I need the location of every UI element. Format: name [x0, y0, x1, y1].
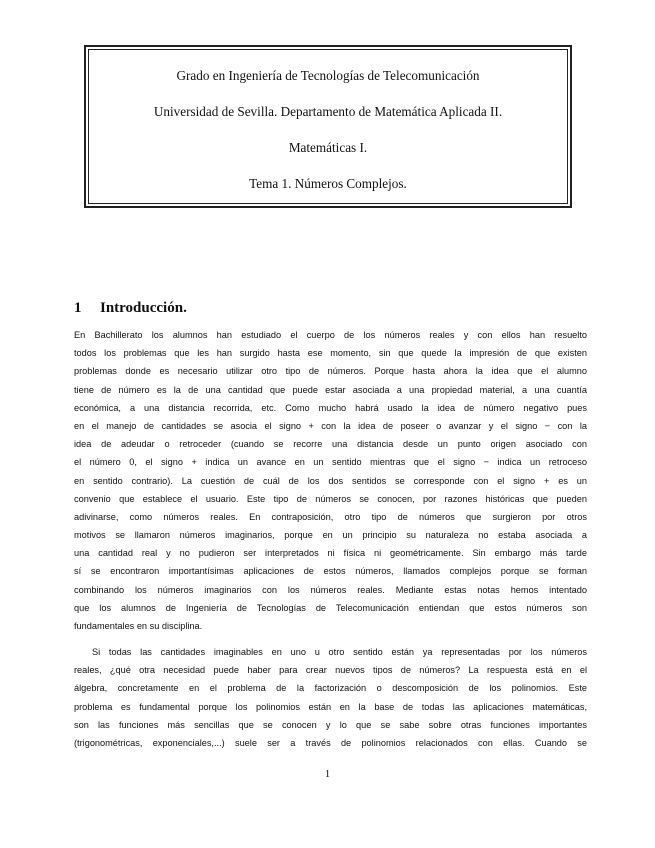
title-box: [84, 45, 572, 208]
degree-title: Grado en Ingeniería de Tecnologías de Telecomunicación: [176, 68, 480, 83]
paragraph-line: sí se encontraron importantísimas aplicaciones de estos números, llamados complejos porque se forman: [74, 566, 587, 577]
paragraph-line: el número 0, el signo + indica un avance en un sentido mientras que el signo − indica un retroceso: [74, 457, 587, 468]
paragraph-line: combinando los números imaginarios con los números reales. Mediante estas notas hemos intentado: [74, 584, 587, 595]
paragraph-line: problemas donde es necesario utilizar otro tipo de números. Porque hasta ahora la idea que el alumno: [74, 366, 587, 377]
paragraph-line: álgebra, concretamente en el problema de la factorización o descomposición de los polinomios. Este: [74, 683, 587, 694]
university-department: Universidad de Sevilla. Departamento de Matemática Aplicada II.: [153, 104, 503, 119]
section-heading: [74, 300, 187, 317]
section-title: Introducción.: [100, 300, 187, 316]
page-number: 1: [324, 768, 331, 780]
paragraph-line: convenio que establece el usuario. Este tipo de números se conocen, por razones históricas que pueden: [74, 493, 587, 504]
paragraph-line: tiene de número es la de una cantidad que puede estar asociada a una propiedad material, a una cuantía: [74, 384, 587, 395]
topic-title: Tema 1. Números Complejos.: [249, 176, 407, 191]
paragraph-line: Si todas las cantidades imaginables en uno u otro sentido están ya representadas por los números: [92, 647, 587, 657]
paragraph-line: en el manejo de cantidades se asocia el signo + con la idea de poseer o avanzar y el signo − con la: [74, 420, 587, 431]
paragraph-line: motivos se llamaron números imaginarios, porque en un principio su naturaleza no estaba asociada a: [74, 530, 587, 541]
paragraph-line: En Bachillerato los alumnos han estudiado el cuerpo de los números reales y con ellos han resuelto: [74, 330, 587, 340]
paragraph-motivation: [74, 643, 587, 752]
paragraph-line: todos los problemas que les han surgido hasta ese momento, sin que quede la impresión de que existen: [74, 348, 587, 359]
paragraph-introduction: [74, 326, 587, 635]
paragraph-line: en sentido contrario). La cuestión de cuál de los dos sentidos se corresponde con el signo + es un: [74, 475, 587, 486]
paragraph-line: económica, a una distancia recorrida, etc. Como mucho habrá usado la idea de número negativo pues: [74, 402, 587, 413]
paragraph-line: adivinarse, como números reales. En contraposición, otro tipo de números que surgieron por otros: [74, 511, 587, 522]
paragraph-line: problema es fundamental porque los polinomios están en la base de todas las aplicaciones matemáticas,: [74, 701, 587, 712]
paragraph-line: son las funciones más sencillas que se conocen y lo que se sabe sobre otras funciones importantes: [74, 719, 587, 730]
course-title: Matemáticas I.: [288, 140, 368, 155]
paragraph-line: fundamentales en su disciplina.: [74, 621, 203, 631]
paragraph-line: que los alumnos de Ingeniería de Tecnologías de Telecomunicación entiendan que estos números son: [74, 602, 587, 613]
paragraph-line: idea de adeudar o retroceder (cuando se recorre una distancia desde un punto origen asociado con: [74, 439, 587, 450]
paragraph-line: (trigonométricas, exponenciales,...) suele ser a través de polinomios relacionados con ellas. Cuando se: [74, 737, 587, 748]
paragraph-line: una cantidad real y no pudieron ser interpretados ni física ni geométricamente. Sin embargo más tarde: [74, 548, 587, 559]
section-number: 1: [74, 300, 82, 316]
paragraph-line: reales, ¿qué otra necesidad puede haber para crear nuevos tipos de números? La respuesta está en el: [74, 665, 587, 676]
